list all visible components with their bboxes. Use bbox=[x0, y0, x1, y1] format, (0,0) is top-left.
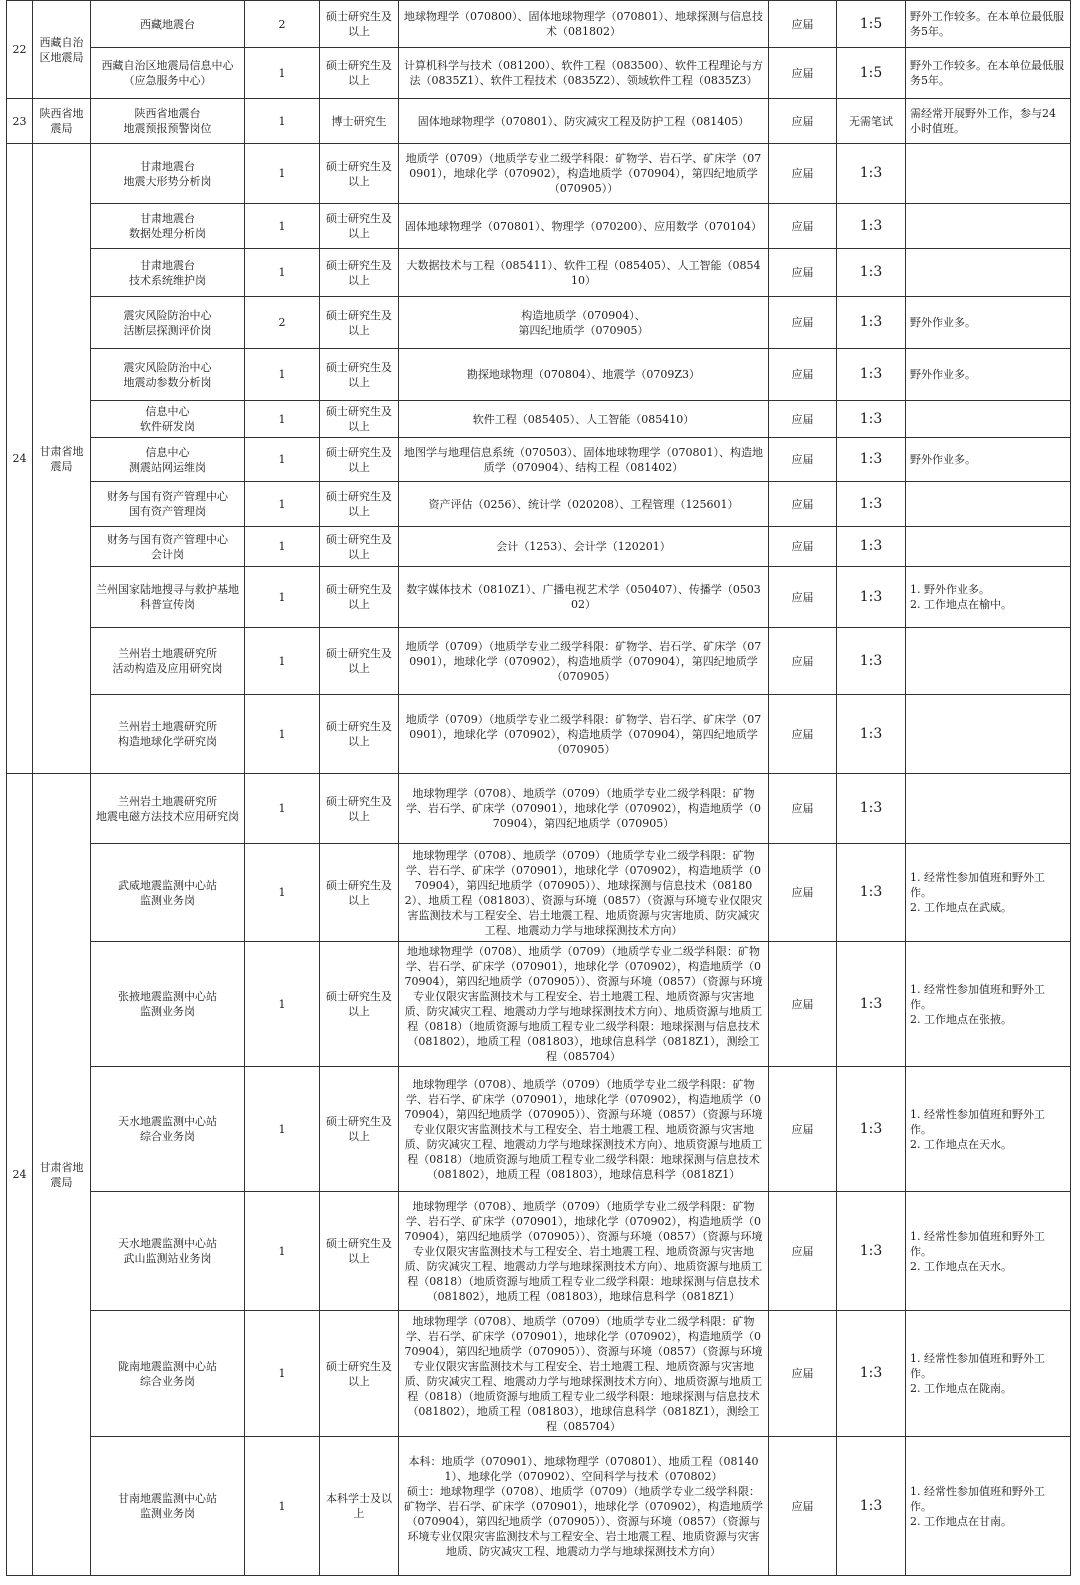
cell-major bbox=[399, 844, 769, 942]
cell-type: 应届 bbox=[769, 48, 837, 99]
cell-type: 应届 bbox=[769, 1192, 837, 1311]
cell-education: 硕士研究生及以上 bbox=[320, 1067, 399, 1192]
cell-count: 1 bbox=[245, 628, 320, 695]
cell-education: 硕士研究生及以上 bbox=[320, 942, 399, 1067]
cell-post bbox=[91, 774, 245, 844]
post-line: 信息中心 bbox=[145, 405, 190, 418]
post-line: 地震动参数分析岗 bbox=[123, 375, 212, 389]
table-row bbox=[7, 249, 1071, 297]
cell-note bbox=[906, 1192, 1071, 1311]
cell-note bbox=[906, 297, 1071, 349]
cell-number: 24 bbox=[7, 144, 33, 774]
cell-ratio: 1:3 bbox=[837, 774, 906, 844]
cell-ratio: 1:3 bbox=[837, 942, 906, 1067]
cell-post bbox=[91, 482, 245, 527]
cell-type: 应届 bbox=[769, 527, 837, 567]
table-row bbox=[7, 401, 1071, 438]
cell-post bbox=[91, 942, 245, 1067]
cell-post bbox=[91, 1, 245, 48]
cell-post bbox=[91, 628, 245, 695]
cell-post bbox=[91, 1311, 245, 1437]
post-line: 地震预报预警岗位 bbox=[123, 122, 212, 135]
note-line: 2. 工作地点在甘南。 bbox=[910, 1514, 1012, 1528]
post-line: 天水地震监测中心站 bbox=[118, 1115, 217, 1128]
major-line: 地球物理学（0708）、地质学（0709）（地质学专业二级学科限：矿物学、岩石学、矿床学（070901），地球化学（070902），构造地质学（070904），第四纪地质学（070905））、地球探测与信息技术（081802）、地质工程（081803）、资源与环境（0857）（资源与环境专业仅限灾害监测技术与工程安全、岩土地震工程、地质资源与灾害地质、防灾减灾工程、地震动力学与地球探测技术方向） bbox=[404, 848, 763, 937]
major-line: 资产评估（0256）、统计学（020208）、工程管理（125601） bbox=[428, 497, 739, 511]
cell-education: 硕士研究生及以上 bbox=[320, 628, 399, 695]
cell-unit: 陕西省地震局 bbox=[33, 99, 91, 144]
cell-ratio: 1:3 bbox=[837, 1192, 906, 1311]
cell-count: 1 bbox=[245, 48, 320, 99]
post-line: 陇南地震监测中心站 bbox=[118, 1359, 217, 1373]
cell-ratio: 1:3 bbox=[837, 144, 906, 204]
cell-education: 硕士研究生及以上 bbox=[320, 1311, 399, 1437]
cell-note bbox=[906, 144, 1071, 204]
note-line: 1. 野外作业多。 bbox=[910, 583, 990, 596]
cell-post bbox=[91, 1437, 245, 1576]
table-row bbox=[7, 1311, 1071, 1437]
major-line: 地球物理学（0708）、地质学（0709）（地质学专业二级学科限：矿物学、岩石学、矿床学（070901），地球化学（070902），构造地质学（070904），第四纪地质学（070905） bbox=[406, 787, 761, 830]
cell-ratio: 无需笔试 bbox=[837, 99, 906, 144]
cell-type: 应届 bbox=[769, 1437, 837, 1576]
cell-count: 1 bbox=[245, 438, 320, 482]
table-row bbox=[7, 695, 1071, 774]
cell-ratio: 1:3 bbox=[837, 349, 906, 401]
cell-major bbox=[399, 297, 769, 349]
note-line: 野外作业多。 bbox=[910, 453, 976, 466]
cell-post bbox=[91, 438, 245, 482]
cell-ratio: 1:3 bbox=[837, 844, 906, 942]
post-line: 综合业务岗 bbox=[140, 1374, 195, 1388]
cell-number: 22 bbox=[7, 1, 33, 99]
cell-major bbox=[399, 438, 769, 482]
cell-unit: 甘肃省地震局 bbox=[33, 774, 91, 1576]
cell-count: 1 bbox=[245, 99, 320, 144]
cell-post bbox=[91, 844, 245, 942]
cell-note bbox=[906, 48, 1071, 99]
table-row bbox=[7, 144, 1071, 204]
post-line: 兰州岩土地震研究所 bbox=[118, 647, 217, 660]
cell-ratio: 1:5 bbox=[837, 1, 906, 48]
cell-note bbox=[906, 1067, 1071, 1192]
table-row bbox=[7, 438, 1071, 482]
post-line: 财务与国有资产管理中心 bbox=[107, 532, 228, 546]
cell-type: 应届 bbox=[769, 482, 837, 527]
cell-major bbox=[399, 204, 769, 249]
cell-type: 应届 bbox=[769, 349, 837, 401]
cell-note bbox=[906, 249, 1071, 297]
cell-count: 1 bbox=[245, 401, 320, 438]
post-line: 张掖地震监测中心站 bbox=[118, 990, 217, 1003]
cell-count: 1 bbox=[245, 695, 320, 774]
cell-ratio: 1:3 bbox=[837, 567, 906, 628]
cell-major bbox=[399, 695, 769, 774]
major-line: 地球物理学（070800）、固体地球物理学（070801）、地球探测与信息技术（081802） bbox=[404, 10, 763, 38]
note-line: 2. 工作地点在张掖。 bbox=[910, 1012, 1012, 1026]
post-line: 综合业务岗 bbox=[140, 1130, 195, 1143]
major-line: 固体地球物理学（070801）、防灾减灾工程及防护工程（081405） bbox=[417, 114, 750, 128]
major-line: 构造地质学（070904）、 bbox=[521, 308, 646, 322]
cell-education: 硕士研究生及以上 bbox=[320, 1, 399, 48]
post-line: 震灾风险防治中心 bbox=[123, 360, 212, 374]
cell-count: 1 bbox=[245, 349, 320, 401]
major-line: 地图学与地理信息系统（070503）、固体地球物理学（070801）、构造地质学（070904）、结构工程（081402） bbox=[404, 445, 763, 474]
cell-ratio: 1:3 bbox=[837, 249, 906, 297]
post-line: （应急服务中心） bbox=[123, 74, 212, 87]
post-line: 甘肃地震台 bbox=[140, 159, 195, 173]
post-line: 活断层探测评价岗 bbox=[123, 323, 212, 337]
note-line: 1. 经常性参加值班和野外工作。 bbox=[910, 1352, 1045, 1380]
note-line: 2. 工作地点在天水。 bbox=[910, 1137, 1012, 1151]
cell-ratio: 1:3 bbox=[837, 527, 906, 567]
cell-education: 硕士研究生及以上 bbox=[320, 695, 399, 774]
table-row bbox=[7, 1067, 1071, 1192]
cell-count: 1 bbox=[245, 1311, 320, 1437]
cell-type: 应届 bbox=[769, 1067, 837, 1192]
cell-number: 24 bbox=[7, 774, 33, 1576]
cell-count: 1 bbox=[245, 249, 320, 297]
cell-count: 1 bbox=[245, 942, 320, 1067]
cell-count: 1 bbox=[245, 774, 320, 844]
major-line: 第四纪地质学（070905） bbox=[518, 323, 649, 337]
cell-ratio: 1:3 bbox=[837, 628, 906, 695]
cell-type: 应届 bbox=[769, 1, 837, 48]
cell-major bbox=[399, 942, 769, 1067]
cell-type: 应届 bbox=[769, 774, 837, 844]
cell-major bbox=[399, 1192, 769, 1311]
post-line: 西藏自治区地震局信息中心 bbox=[101, 59, 234, 72]
post-line: 兰州岩土地震研究所 bbox=[118, 794, 217, 808]
note-line: 需经常开展野外工作，参与24小时值班。 bbox=[910, 107, 1056, 135]
note-line: 1. 经常性参加值班和野外工作。 bbox=[910, 982, 1045, 1011]
cell-post bbox=[91, 249, 245, 297]
cell-education: 硕士研究生及以上 bbox=[320, 527, 399, 567]
cell-type: 应届 bbox=[769, 99, 837, 144]
cell-note bbox=[906, 204, 1071, 249]
note-line: 野外工作较多。在本单位最低服务5年。 bbox=[910, 59, 1064, 87]
cell-note bbox=[906, 527, 1071, 567]
cell-education: 硕士研究生及以上 bbox=[320, 774, 399, 844]
cell-post bbox=[91, 695, 245, 774]
post-line: 信息中心 bbox=[145, 445, 190, 459]
cell-education: 硕士研究生及以上 bbox=[320, 482, 399, 527]
cell-note bbox=[906, 482, 1071, 527]
recruitment-table-sheet bbox=[6, 0, 1070, 1576]
table-row bbox=[7, 482, 1071, 527]
cell-type: 应届 bbox=[769, 204, 837, 249]
cell-education: 硕士研究生及以上 bbox=[320, 48, 399, 99]
cell-ratio: 1:3 bbox=[837, 438, 906, 482]
post-line: 数据处理分析岗 bbox=[129, 227, 206, 240]
cell-note bbox=[906, 774, 1071, 844]
cell-post bbox=[91, 297, 245, 349]
cell-education: 硕士研究生及以上 bbox=[320, 144, 399, 204]
cell-type: 应届 bbox=[769, 401, 837, 438]
post-line: 会计岗 bbox=[151, 547, 184, 561]
cell-major bbox=[399, 1067, 769, 1192]
cell-major bbox=[399, 401, 769, 438]
cell-ratio: 1:3 bbox=[837, 401, 906, 438]
cell-ratio: 1:3 bbox=[837, 1437, 906, 1576]
major-line: 地质学（0709）（地质学专业二级学科限：矿物学、岩石学、矿床学（070901），地球化学（070902），构造地质学（070904），第四纪地质学（070905）） bbox=[405, 152, 762, 195]
note-line: 2. 工作地点在天水。 bbox=[910, 1259, 1012, 1273]
table-row bbox=[7, 204, 1071, 249]
recruitment-table bbox=[6, 0, 1071, 1576]
cell-type: 应届 bbox=[769, 144, 837, 204]
cell-count: 1 bbox=[245, 204, 320, 249]
post-line: 科普宣传岗 bbox=[140, 598, 195, 611]
cell-note bbox=[906, 438, 1071, 482]
cell-type: 应届 bbox=[769, 844, 837, 942]
cell-count: 1 bbox=[245, 1192, 320, 1311]
cell-ratio: 1:3 bbox=[837, 297, 906, 349]
cell-count: 1 bbox=[245, 567, 320, 628]
cell-education: 硕士研究生及以上 bbox=[320, 249, 399, 297]
post-line: 监测业务岗 bbox=[140, 893, 195, 907]
cell-type: 应届 bbox=[769, 567, 837, 628]
post-line: 天水地震监测中心站 bbox=[118, 1237, 217, 1250]
cell-note bbox=[906, 401, 1071, 438]
table-row bbox=[7, 1192, 1071, 1311]
cell-count: 1 bbox=[245, 482, 320, 527]
cell-type: 应届 bbox=[769, 628, 837, 695]
post-line: 财务与国有资产管理中心 bbox=[107, 490, 228, 503]
cell-number: 23 bbox=[7, 99, 33, 144]
table-row bbox=[7, 567, 1071, 628]
cell-major bbox=[399, 628, 769, 695]
cell-major bbox=[399, 249, 769, 297]
cell-note bbox=[906, 628, 1071, 695]
table-row bbox=[7, 527, 1071, 567]
note-line: 野外作业多。 bbox=[910, 368, 976, 381]
post-line: 震灾风险防治中心 bbox=[123, 308, 212, 322]
post-line: 西藏地震台 bbox=[140, 17, 195, 31]
cell-education: 硕士研究生及以上 bbox=[320, 844, 399, 942]
cell-count: 2 bbox=[245, 297, 320, 349]
cell-note bbox=[906, 844, 1071, 942]
post-line: 兰州岩土地震研究所 bbox=[118, 720, 217, 733]
cell-major bbox=[399, 349, 769, 401]
cell-education: 博士研究生 bbox=[320, 99, 399, 144]
note-line: 野外作业多。 bbox=[910, 316, 976, 329]
cell-major bbox=[399, 774, 769, 844]
cell-type: 应届 bbox=[769, 249, 837, 297]
cell-education: 硕士研究生及以上 bbox=[320, 297, 399, 349]
cell-major bbox=[399, 1437, 769, 1576]
cell-post bbox=[91, 48, 245, 99]
post-line: 活动构造及应用研究岗 bbox=[112, 662, 223, 675]
post-line: 武山监测站业务岗 bbox=[123, 1252, 212, 1265]
major-line: 数字媒体技术（0810Z1）、广播电视艺术学（050407）、传播学（050302） bbox=[406, 583, 761, 611]
note-line: 2. 工作地点在榆中。 bbox=[910, 598, 1012, 611]
cell-type: 应届 bbox=[769, 438, 837, 482]
major-line: 固体地球物理学（070801）、物理学（070200）、应用数学（070104） bbox=[405, 219, 762, 233]
major-line: 地地球物理学（0708）、地质学（0709）（地质学专业二级学科限：矿物学、岩石学、矿床学（070901），地球化学（070902），构造地质学（070904），第四纪地质学（070905））、资源与环境（0857）（资源与环境专业仅限灾害监测技术与工程安全、岩土地震工程、地质资源与灾害地质、防灾减灾工程、地震动力学与地球探测技术方向）、地质资源与地质工程（0818）（地质资源与地质工程专业二级学科限：地球探测与信息技术（081802），地质工程（081803），地球信息科学（0818Z1），测绘工程（085704） bbox=[404, 945, 763, 1063]
cell-count: 1 bbox=[245, 144, 320, 204]
cell-ratio: 1:3 bbox=[837, 1311, 906, 1437]
cell-post bbox=[91, 527, 245, 567]
cell-ratio: 1:3 bbox=[837, 695, 906, 774]
cell-note bbox=[906, 942, 1071, 1067]
cell-note bbox=[906, 1, 1071, 48]
table-row bbox=[7, 628, 1071, 695]
cell-education: 硕士研究生及以上 bbox=[320, 1192, 399, 1311]
cell-ratio: 1:3 bbox=[837, 1067, 906, 1192]
cell-count: 2 bbox=[245, 1, 320, 48]
major-line: 硕士：地球物理学（0708）、地质学（0709）（地质学专业二级学科限：矿物学、岩石学、矿床学（070901），地球化学（070902），构造地质学（070904），第四纪地质学（070905））、资源与环境（0857）（资源与环境专业仅限灾害监测技术与工程安全、岩土地震工程、地质资源与灾害地质、防灾减灾工程、地震动力学与地球探测技术方向） bbox=[404, 1484, 763, 1558]
cell-count: 1 bbox=[245, 1067, 320, 1192]
cell-note bbox=[906, 99, 1071, 144]
cell-major bbox=[399, 527, 769, 567]
post-line: 兰州国家陆地搜寻与救护基地 bbox=[96, 583, 239, 596]
cell-major bbox=[399, 482, 769, 527]
cell-education: 硕士研究生及以上 bbox=[320, 204, 399, 249]
major-line: 会计（1253）、会计学（120201） bbox=[496, 540, 671, 553]
post-line: 测震站网运维岗 bbox=[129, 460, 206, 474]
cell-major bbox=[399, 1, 769, 48]
cell-count: 1 bbox=[245, 527, 320, 567]
cell-education: 硕士研究生及以上 bbox=[320, 567, 399, 628]
post-line: 地震电磁方法技术应用研究岗 bbox=[96, 809, 239, 823]
post-line: 软件研发岗 bbox=[140, 420, 195, 433]
cell-note bbox=[906, 1437, 1071, 1576]
cell-unit: 甘肃省地震局 bbox=[33, 144, 91, 774]
cell-post bbox=[91, 1192, 245, 1311]
major-line: 地球物理学（0708）、地质学（0709）（地质学专业二级学科限：矿物学、岩石学、矿床学（070901），地球化学（070902），构造地质学（070904），第四纪地质学（070905））、资源与环境（0857）（资源与环境专业仅限灾害监测技术与工程安全、岩土地震工程、地质资源与灾害地质、防灾减灾工程、地震动力学与地球探测技术方向）、地质资源与地质工程（0818）（地质资源与地质工程专业二级学科限：地球探测与信息技术（081802），地质工程（081803），地球信息科学（0818Z1） bbox=[404, 1077, 763, 1181]
cell-major bbox=[399, 144, 769, 204]
note-line: 野外工作较多。在本单位最低服务5年。 bbox=[910, 10, 1064, 38]
cell-post bbox=[91, 349, 245, 401]
major-line: 地质学（0709）（地质学专业二级学科限：矿物学、岩石学、矿床学（070901），地球化学（070902），构造地质学（070904），第四纪地质学（070905） bbox=[405, 712, 762, 756]
post-line: 甘肃地震台 bbox=[140, 258, 195, 272]
cell-type: 应届 bbox=[769, 695, 837, 774]
table-row bbox=[7, 48, 1071, 99]
cell-post bbox=[91, 144, 245, 204]
note-line: 1. 经常性参加值班和野外工作。 bbox=[910, 1484, 1045, 1513]
cell-ratio: 1:3 bbox=[837, 204, 906, 249]
cell-note bbox=[906, 1311, 1071, 1437]
post-line: 监测业务岗 bbox=[140, 1005, 195, 1018]
post-line: 构造地球化学研究岗 bbox=[118, 735, 217, 748]
cell-post bbox=[91, 204, 245, 249]
major-line: 计算机科学与技术（081200）、软件工程（083500）、软件工程理论与方法（0835Z1）、软件工程技术（0835Z2）、领域软件工程（0835Z3） bbox=[404, 59, 763, 87]
cell-note bbox=[906, 695, 1071, 774]
cell-post bbox=[91, 99, 245, 144]
table-row bbox=[7, 99, 1071, 144]
major-line: 大数据技术与工程（085411）、软件工程（085405）、人工智能（085410） bbox=[406, 258, 761, 287]
cell-post bbox=[91, 1067, 245, 1192]
table-row bbox=[7, 942, 1071, 1067]
cell-count: 1 bbox=[245, 1437, 320, 1576]
note-line: 2. 工作地点在陇南。 bbox=[910, 1382, 1012, 1395]
table-row bbox=[7, 844, 1071, 942]
table-row bbox=[7, 1, 1071, 48]
major-line: 地质学（0709）（地质学专业二级学科限：矿物学、岩石学、矿床学（070901），地球化学（070902），构造地质学（070904），第四纪地质学（070905） bbox=[405, 639, 762, 683]
cell-major bbox=[399, 567, 769, 628]
cell-type: 应届 bbox=[769, 297, 837, 349]
cell-major bbox=[399, 48, 769, 99]
cell-education: 硕士研究生及以上 bbox=[320, 438, 399, 482]
cell-major bbox=[399, 1311, 769, 1437]
cell-education: 硕士研究生及以上 bbox=[320, 349, 399, 401]
note-line: 2. 工作地点在武威。 bbox=[910, 901, 1012, 914]
cell-major bbox=[399, 99, 769, 144]
note-line: 1. 经常性参加值班和野外工作。 bbox=[910, 1229, 1045, 1258]
cell-ratio: 1:5 bbox=[837, 48, 906, 99]
cell-count: 1 bbox=[245, 844, 320, 942]
post-line: 甘肃地震台 bbox=[140, 212, 195, 225]
post-line: 监测业务岗 bbox=[140, 1507, 195, 1520]
cell-ratio: 1:3 bbox=[837, 482, 906, 527]
table-row bbox=[7, 297, 1071, 349]
table-row bbox=[7, 1437, 1071, 1576]
post-line: 甘南地震监测中心站 bbox=[118, 1492, 217, 1505]
cell-post bbox=[91, 567, 245, 628]
post-line: 地震大形势分析岗 bbox=[123, 174, 212, 188]
cell-type: 应届 bbox=[769, 1311, 837, 1437]
major-line: 软件工程（085405）、人工智能（085410） bbox=[472, 412, 695, 426]
cell-note bbox=[906, 567, 1071, 628]
major-line: 地球物理学（0708）、地质学（0709）（地质学专业二级学科限：矿物学、岩石学、矿床学（070901），地球化学（070902），构造地质学（070904），第四纪地质学（070905））、资源与环境（0857）（资源与环境专业仅限灾害监测技术与工程安全、岩土地震工程、地质资源与灾害地质、防灾减灾工程、地震动力学与地球探测技术方向）、地质资源与地质工程（0818）（地质资源与地质工程专业二级学科限：地球探测与信息技术（081802），地质工程（081803），地球信息科学（0818Z1），测绘工程（085704） bbox=[404, 1314, 763, 1433]
cell-unit: 西藏自治区地震局 bbox=[33, 1, 91, 99]
post-line: 陕西省地震台 bbox=[134, 107, 201, 120]
post-line: 武威地震监测中心站 bbox=[118, 878, 217, 892]
cell-education: 本科学士及以上 bbox=[320, 1437, 399, 1576]
note-line: 1. 经常性参加值班和野外工作。 bbox=[910, 871, 1045, 899]
major-line: 勘探地球物理（070804）、地震学（0709Z3） bbox=[466, 368, 701, 381]
major-line: 地球物理学（0708）、地质学（0709）（地质学专业二级学科限：矿物学、岩石学、矿床学（070901），地球化学（070902），构造地质学（070904），第四纪地质学（070905））、资源与环境（0857）（资源与环境专业仅限灾害监测技术与工程安全、岩土地震工程、地质资源与灾害地质、防灾减灾工程、地震动力学与地球探测技术方向）、地质资源与地质工程（0818）（地质资源与地质工程专业二级学科限：地球探测与信息技术（081802），地质工程（081803），地球信息科学（0818Z1） bbox=[404, 1199, 763, 1303]
major-line: 本科：地质学（070901）、地球物理学（070801）、地质工程（081401）、地球化学（070902）、空间科学与技术（070802） bbox=[408, 1454, 759, 1483]
table-row bbox=[7, 774, 1071, 844]
table-row bbox=[7, 349, 1071, 401]
cell-note bbox=[906, 349, 1071, 401]
note-line: 1. 经常性参加值班和野外工作。 bbox=[910, 1107, 1045, 1136]
post-line: 国有资产管理岗 bbox=[129, 505, 206, 518]
cell-education: 硕士研究生及以上 bbox=[320, 401, 399, 438]
cell-type: 应届 bbox=[769, 942, 837, 1067]
post-line: 技术系统维护岗 bbox=[129, 273, 206, 287]
cell-post bbox=[91, 401, 245, 438]
